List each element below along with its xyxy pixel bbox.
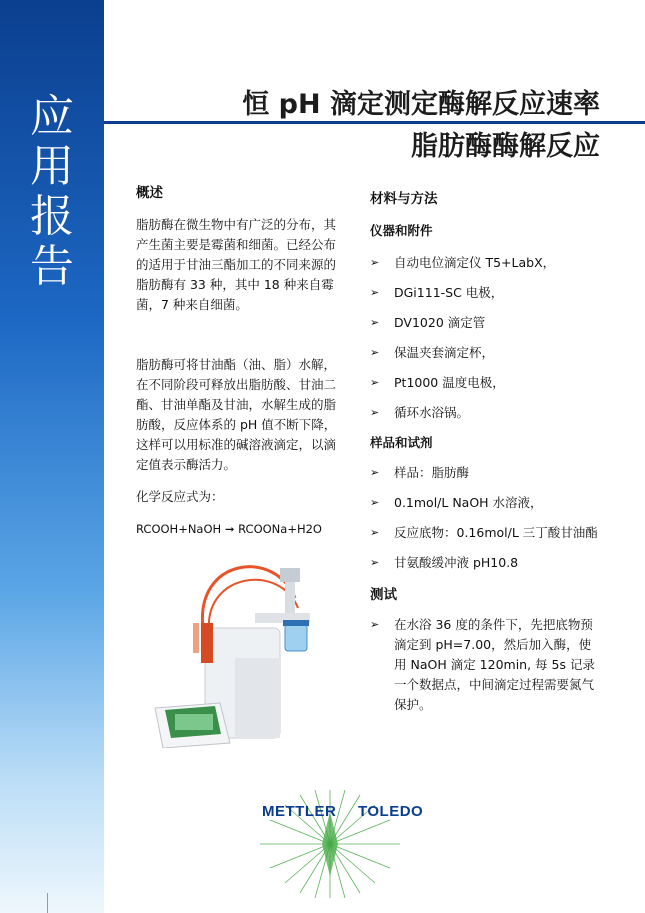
samples-list [370, 463, 600, 573]
sidebar-char: 用 [30, 141, 74, 192]
list-item-text: 自动电位滴定仪 T5+LabX， [394, 255, 556, 270]
page-subtitle: 脂肪酶酶解反应 [411, 131, 600, 162]
sidebar-char: 告 [30, 241, 74, 292]
arrow-right-icon: ➢ [370, 256, 380, 269]
arrow-right-icon: ➢ [370, 496, 380, 509]
overview-heading: 概述 [136, 185, 163, 201]
list-item-text: 反应底物：0.16mol/L 三丁酸甘油酯 [394, 525, 598, 540]
sidebar-char: 报 [30, 191, 74, 242]
samples-heading: 样品和试剂 [370, 435, 433, 450]
sidebar-label [22, 92, 82, 292]
list-item-text: 0.1mol/L NaOH 水溶液， [394, 495, 543, 510]
list-item [370, 553, 600, 573]
list-item [370, 523, 600, 543]
arrow-right-icon: ➢ [370, 466, 380, 479]
list-item-text: DGi111-SC 电极， [394, 285, 504, 300]
list-item [370, 615, 600, 715]
arrow-right-icon: ➢ [370, 526, 380, 539]
arrow-right-icon: ➢ [370, 406, 380, 419]
test-heading: 测试 [370, 587, 397, 603]
list-item-text: 循环水浴锅。 [394, 405, 470, 420]
list-item [370, 403, 600, 423]
reaction-equation: RCOOH+NaOH ➞ RCOONa+H2O [136, 522, 322, 536]
list-item-text: Pt1000 温度电极， [394, 375, 505, 390]
arrow-right-icon: ➢ [370, 618, 380, 631]
logo-right-text: TOLEDO [358, 803, 424, 820]
arrow-right-icon: ➢ [370, 316, 380, 329]
list-item-text: 保温夹套滴定杯， [394, 345, 495, 360]
reaction-label: 化学反应式为： [136, 489, 224, 504]
list-item [370, 463, 600, 483]
overview-section [136, 183, 348, 539]
list-item [370, 253, 600, 273]
overview-paragraph-1: 脂肪酶在微生物中有广泛的分布，其产生菌主要是霉菌和细菌。已经公布的适用于甘油三酯加工的不同来源的脂肪酶有 33 种，其中 18 种来自霉菌，7 种来自细菌。 [136, 217, 337, 312]
list-item-text: 样品：脂肪酶 [394, 465, 470, 480]
test-list [370, 615, 600, 715]
list-item-text: 在水浴 36 度的条件下，先把底物预滴定到 pH=7.00，然后加入酶，使用 NaOH 滴定 120min, 每 5s 记录一个数据点，中间滴定过程需要氮气保护。 [394, 617, 595, 712]
arrow-right-icon: ➢ [370, 376, 380, 389]
corner-mark [47, 893, 48, 913]
materials-section [370, 189, 600, 715]
list-item [370, 373, 600, 393]
instruments-list [370, 253, 600, 423]
logo-left-text: METTLER [262, 803, 337, 820]
list-item-text: DV1020 滴定管 [394, 315, 486, 330]
list-item [370, 493, 600, 513]
list-item [370, 283, 600, 303]
materials-heading: 材料与方法 [370, 191, 438, 207]
arrow-right-icon: ➢ [370, 556, 380, 569]
sidebar [0, 0, 104, 913]
overview-paragraph-2: 脂肪酶可将甘油酯（油、脂）水解，在不同阶段可释放出脂肪酸、甘油二酯、甘油单酯及甘油，水解生成的脂肪酸，反应体系的 pH 值不断下降，这样可以用标准的碱溶液滴定，以滴定值表示酶活力。 [136, 357, 337, 472]
list-item-text: 甘氨酸缓冲液 pH10.8 [394, 555, 519, 570]
list-item [370, 313, 600, 333]
arrow-right-icon: ➢ [370, 286, 380, 299]
list-item [370, 343, 600, 363]
sidebar-char: 应 [30, 91, 74, 142]
instruments-heading: 仪器和附件 [370, 223, 433, 238]
arrow-right-icon: ➢ [370, 346, 380, 359]
titrator-photo [135, 538, 335, 748]
page-title: 恒 pH 滴定测定酶解反应速率 [242, 89, 600, 120]
